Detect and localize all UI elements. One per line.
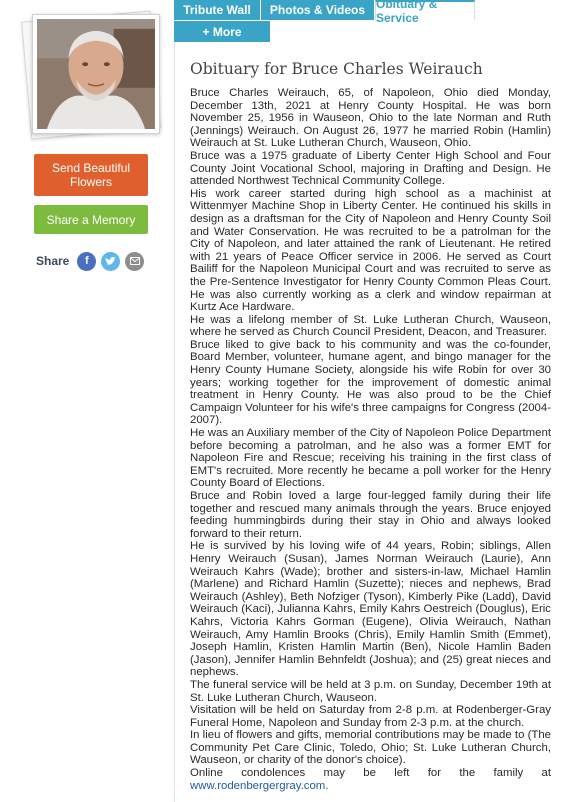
portrait-photo[interactable] <box>32 14 160 134</box>
obituary-title: Obituary for Bruce Charles Weirauch <box>190 60 483 78</box>
closing-text: Online condolences may be left for the family at <box>190 767 551 780</box>
obituary-paragraph: He was an Auxiliary member of the City of Napoleon Police Department before becoming a patrolman, and he also was a former EMT for Napoleon Fire and Rescue; receiving his training in the first class of EMT's recruited. More recently he became a poll worker for the Henry County Board of Elections. <box>190 427 551 490</box>
tab-photos-videos[interactable] <box>261 0 374 20</box>
share-memory-button[interactable] <box>34 205 148 234</box>
tab-tribute-wall-label: Tribute Wall <box>183 3 251 17</box>
tab-photos-videos-label: Photos & Videos <box>269 3 366 17</box>
obituary-closing <box>190 767 551 792</box>
tab-obituary-service[interactable] <box>375 0 475 25</box>
tab-more-label: + More <box>202 24 242 39</box>
obituary-paragraph: Bruce was a 1975 graduate of Liberty Center High School and Four County Joint Vocational School, majoring in Drafting and Design. He attended Northwest Technical Community College. <box>190 149 551 188</box>
share-memory-label: Share a Memory <box>46 212 136 227</box>
email-icon[interactable] <box>125 252 144 271</box>
funeral-home-link[interactable]: www.rodenbergergray.com <box>190 779 326 792</box>
facebook-icon[interactable]: f <box>77 252 96 271</box>
share-row <box>36 250 149 272</box>
obituary-body <box>190 87 551 792</box>
closing-end: . <box>325 779 329 792</box>
obituary-paragraph: Bruce liked to give back to his community and was the co-founder, Board Member, volunteer, humane agent, and bingo manager for the Henry County Humane Society, alongside his wife Robin for over 30 years; working together for the improvement of domestic animal treatment in Henry County. He was also proud to be the Chief Campaign Volunteer for his wife's three campaigns for Congress (2004-2007). <box>190 338 551 427</box>
obituary-paragraph: His work career started during high school as a machinist at Wittenmyer Machine Shop in Liberty Center. He continued his skills in design as a draftsman for the City of Napoleon and Henry County Soil and Water Conservation. He was recruited to be a patrolman for the City of Napoleon, and later attained the rank of Lieutenant. He retired with 21 years of Peace Officer service in 2006. He served as Court Bailiff for the Napoleon Municipal Court and was recruited to serve as the Pre-Sentence Investigator for Henry County Common Pleas Court. He was also currently working as a clerk and window repairman at Kurtz Ace Hardware. <box>190 187 551 314</box>
obituary-paragraph: The funeral service will be held at 3 p.m. on Sunday, December 19th at St. Luke Lutheran Church, Wauseon. <box>190 678 551 704</box>
tab-more[interactable] <box>174 21 270 42</box>
obituary-paragraph: Bruce and Robin loved a large four-legged family during their life together and rescued many animals through the years. Bruce enjoyed feeding hummingbirds during their stay in Ohio and always looked forward to their return. <box>190 490 551 540</box>
obituary-paragraph: In lieu of flowers and gifts, memorial contributions may be made to (The Community Pet Care Clinic, Toledo, Ohio; St. Luke Lutheran Church, Wauseon, or charity of the donor's choice). <box>190 729 551 767</box>
send-flowers-button[interactable] <box>34 154 148 196</box>
obituary-paragraph: He was a lifelong member of St. Luke Lutheran Church, Wauseon, where he served as Church Council President, Deacon, and Treasurer. <box>190 313 551 339</box>
twitter-icon[interactable] <box>101 252 120 271</box>
obituary-paragraph: He is survived by his loving wife of 44 years, Robin; siblings, Allen Henry Weirauch (Susan), James Norman Weirauch (Laurie), Ann Weirauch Kahrs (Wade); brother and sisters-in-law, Michael Hamlin (Marlene) and Richard Hamlin (Suzette); nieces and nephews, Brad Weirauch (Ashley), Beth Nofziger (Tyson), Kimberly Pike (Ladd), David Weirauch (Kaci), Julianna Kahrs, Emily Kahrs Oestreich (Douglus), Eric Kahrs, Victoria Kahrs Gorman (Eugene), Olivia Weirauch, Nathan Weirauch, Amy Hamlin Brooks (Chris), Emily Hamlin Smith (Emmet), Joseph Hamlin, Kristen Hamlin Martin (Ben), Nicole Hamlin Baden (Jason), Jennifer Hamlin Behnfeldt (Joshua); and (25) great nieces and nephews. <box>190 540 551 679</box>
portrait-image <box>37 19 155 129</box>
tab-tribute-wall[interactable] <box>174 0 260 20</box>
obituary-paragraph: Visitation will be held on Saturday from 2-8 p.m. at Rodenberger-Gray Funeral Home, Napoleon and Sunday from 2-3 p.m. at the church. <box>190 704 551 729</box>
obituary-paragraph: Bruce Charles Weirauch, 65, of Napoleon, Ohio died Monday, December 13th, 2021 at Henry County Hospital. He was born November 25, 1956 in Wauseon, Ohio to the late Norman and Ruth (Jennings) Weirauch. On August 26, 1977 he married Robin (Hamlin) Weirauch at St. Luke Lutheran Church, Wauseon, Ohio. <box>190 87 551 150</box>
portrait-photo-stack <box>20 12 168 136</box>
send-flowers-label: Send Beautiful Flowers <box>51 161 131 189</box>
share-label: Share <box>36 254 70 268</box>
tab-obituary-service-label: Obituary & Service <box>376 0 438 25</box>
